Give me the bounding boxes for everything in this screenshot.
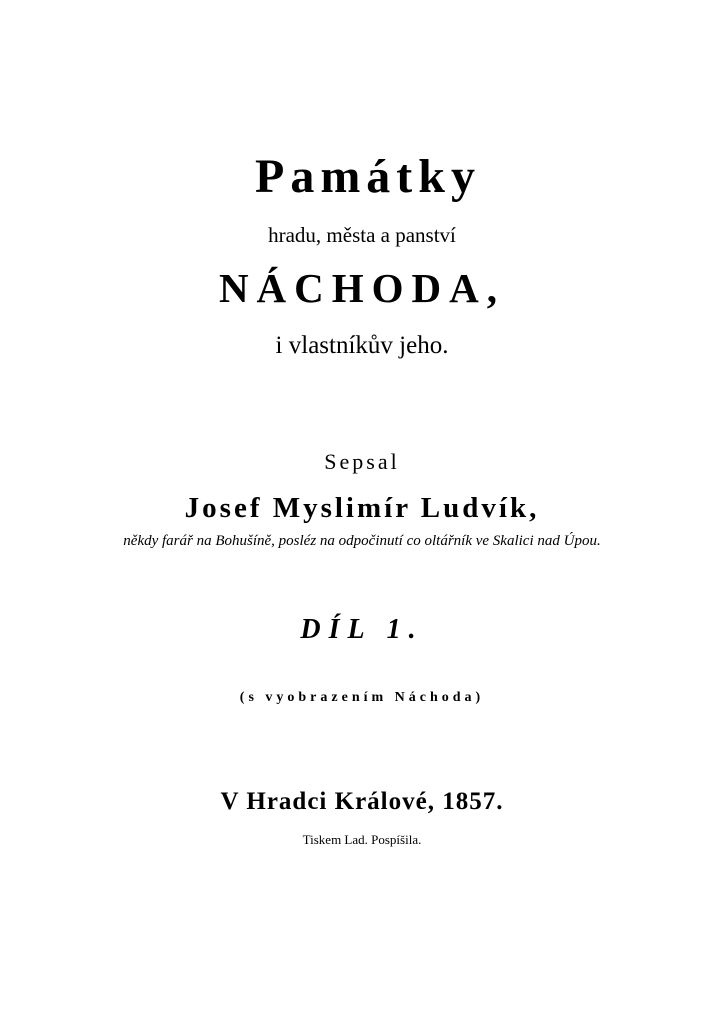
- book-subtitle-2: i vlastníkův jeho.: [275, 332, 449, 359]
- book-title: Památky: [255, 150, 481, 203]
- author-name: Josef Myslimír Ludvík,: [184, 492, 540, 524]
- volume-number: DÍL 1.: [300, 614, 424, 645]
- book-place-name: NÁCHODA,: [218, 265, 506, 311]
- printer-line: Tiskem Lad. Pospíšila.: [302, 832, 422, 847]
- author-description: někdy farář na Bohušíně, posléz na odpočinutí co oltářník ve Skalici nad Úpou.: [123, 533, 601, 549]
- author-intro: Sepsal: [324, 449, 400, 474]
- book-subtitle-1: hradu, města a panství: [268, 223, 456, 247]
- imprint-place-year: V Hradci Králové, 1857.: [220, 788, 504, 815]
- illustration-note: (s vyobrazením Náchoda): [239, 690, 485, 705]
